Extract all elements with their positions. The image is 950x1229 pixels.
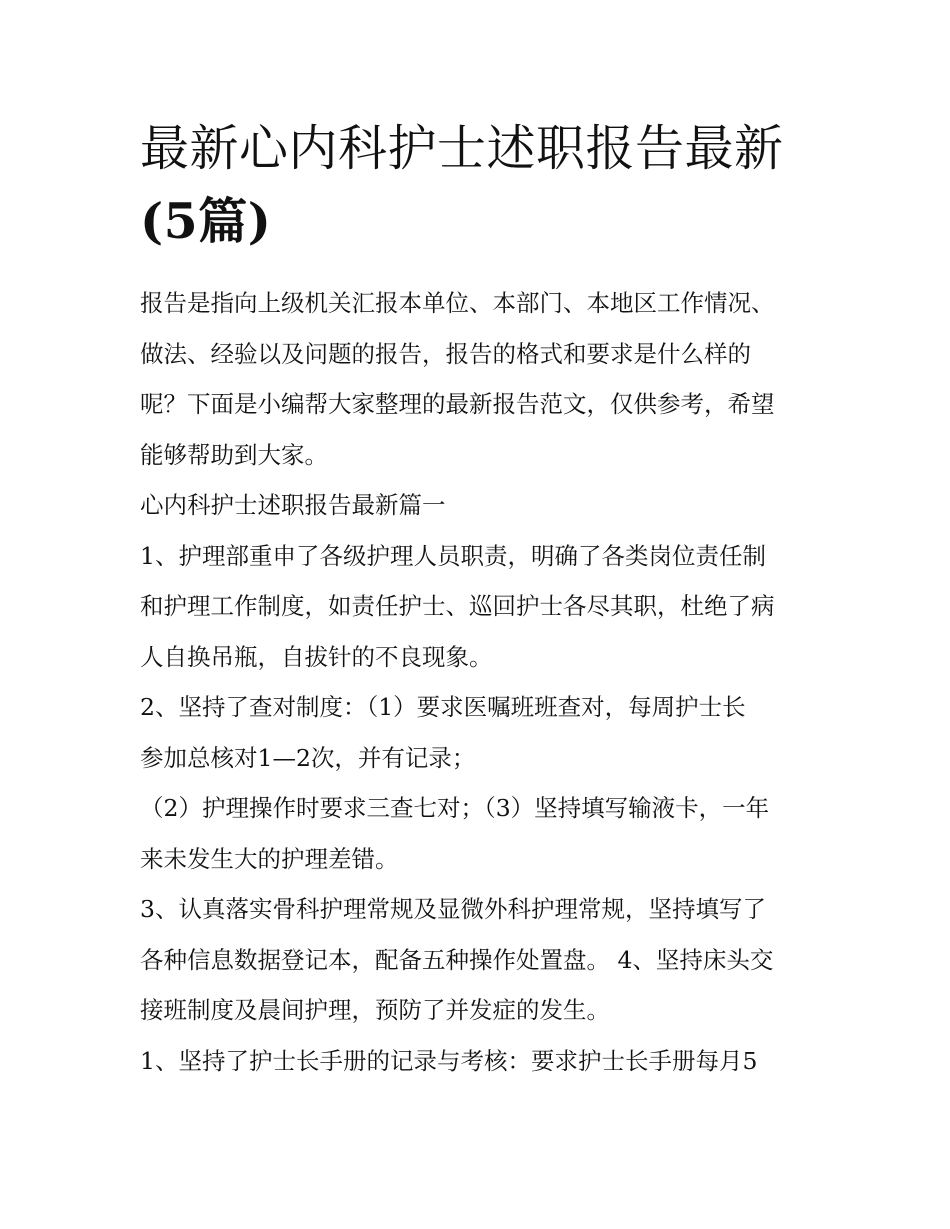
body-line: 接班制度及晨间护理，预防了并发症的发生。 [140, 996, 610, 1024]
body-line: （2）护理操作时要求三查七对；（3）坚持填写输液卡，一年 [140, 794, 770, 822]
section-heading: 心内科护士述职报告最新篇一 [140, 491, 446, 519]
body-line: 参加总核对1—2次，并有记录； [140, 743, 476, 772]
title-line-1: 最新心内科护士述职报告最新 [140, 120, 784, 177]
body-line: 呢？下面是小编帮大家整理的最新报告范文，仅供参考，希望 [140, 390, 775, 418]
body-line: 来未发生大的护理差错。 [140, 844, 399, 873]
body-line: 1、护理部重申了各级护理人员职责，明确了各类岗位责任制 [140, 541, 766, 570]
body-line: 做法、经验以及问题的报告，报告的格式和要求是什么样的 [140, 339, 751, 368]
body-line: 3、认真落实骨科护理常规及显微外科护理常规，坚持填写了 [140, 895, 766, 923]
body-line: 和护理工作制度，如责任护士、巡回护士各尽其职，杜绝了病 [140, 592, 775, 620]
body-line: 1、坚持了护士长手册的记录与考核：要求护士长手册每月5 [140, 1046, 758, 1075]
body-line: 各种信息数据登记本，配备五种操作处置盘。 4、坚持床头交 [140, 945, 774, 974]
body-line: 2、坚持了查对制度：（1）要求医嘱班班查对，每周护士长 [140, 693, 746, 721]
document-body [140, 278, 820, 1086]
title-line-2: (5篇) [140, 192, 272, 250]
body-line: 能够帮助到大家。 [140, 440, 328, 469]
body-line: 人自换吊瓶，自拔针的不良现象。 [140, 642, 493, 671]
body-line: 报告是指向上级机关汇报本单位、本部门、本地区工作情况、 [140, 289, 775, 317]
document-title [140, 112, 820, 258]
